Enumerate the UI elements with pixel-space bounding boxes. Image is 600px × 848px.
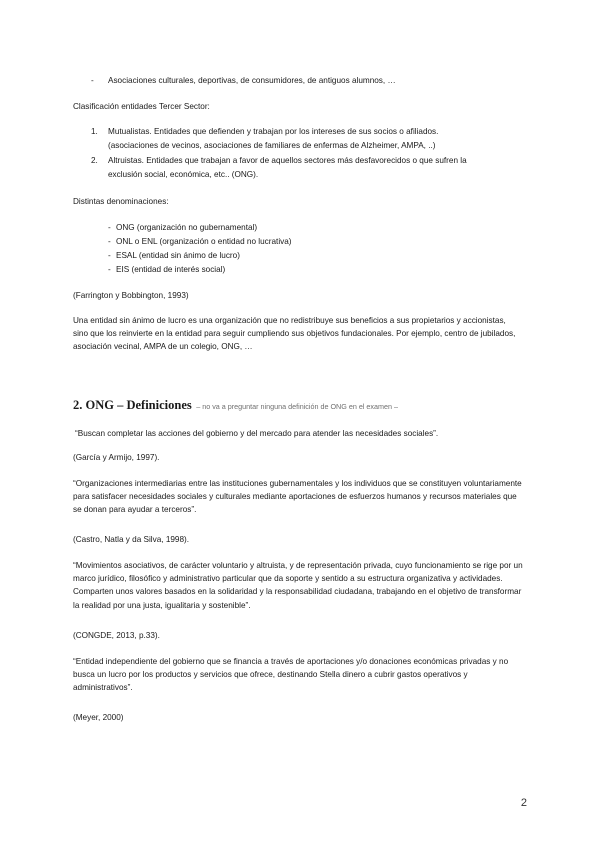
citation: (Meyer, 2000) <box>73 713 124 722</box>
quote: “Buscan completar las acciones del gobierno y del mercado para atender las necesidades sociales”. <box>75 429 439 438</box>
list-item: Asociaciones culturales, deportivas, de consumidores, de antiguos alumnos, … <box>108 76 396 85</box>
citation: (Castro, Natla y da Silva, 1998). <box>73 535 190 544</box>
bullet-dash: - <box>108 223 111 232</box>
bullet-dash: - <box>91 76 94 85</box>
section-title <box>73 396 398 414</box>
list-item: ONL o ENL (organización o entidad no lucrativa) <box>116 237 292 246</box>
list-item: EIS (entidad de interés social) <box>116 265 226 274</box>
list-item-continuation: (asociaciones de vecinos, asociaciones de familiares de enfermas de Alzheimer, AMPA, ..) <box>108 141 436 150</box>
bullet-dash: - <box>108 251 111 260</box>
page-number: 2 <box>520 797 527 809</box>
list-item: ESAL (entidad sin ánimo de lucro) <box>116 251 240 260</box>
bullet-dash: - <box>108 265 111 274</box>
section-note: – no va a preguntar ninguna definición de ONG en el examen – <box>196 402 398 411</box>
bullet-dash: - <box>108 237 111 246</box>
list-item: Altruistas. Entidades que trabajan a favor de aquellos sectores más desfavorecidos o que sufren la <box>108 156 467 165</box>
quote: “Entidad independiente del gobierno que se financia a través de aportaciones y/o donaciones económicas privadas y no busca un lucro por los productos y servicios que ofrece, destinando Stella dinero a cubrir gastos operativos y administrativos”. <box>73 657 509 693</box>
section-heading: Clasificación entidades Tercer Sector: <box>73 102 210 111</box>
list-item: Mutualistas. Entidades que defienden y trabajan por los intereses de sus socios o afiliados. <box>108 127 439 136</box>
section-title-text: 2. ONG – Definiciones <box>73 398 192 412</box>
citation: (Farrington y Bobbington, 1993) <box>73 291 189 300</box>
body-paragraph: Una entidad sin ánimo de lucro es una organización que no redistribuye sus beneficios a sus propietarios y accionistas, sino que los reinvierte en la entidad para seguir cumpliendo sus objetivos fundacionales. Por ejemplo, centro de jubilados, asociación vecinal, AMPA de un colegio, ONG, … <box>73 316 516 352</box>
list-item-continuation: exclusión social, económica, etc.. (ONG). <box>108 170 259 179</box>
list-item: ONG (organización no gubernamental) <box>116 223 258 232</box>
list-number: 2. <box>91 156 98 165</box>
citation: (CONGDE, 2013, p.33). <box>73 631 160 640</box>
citation: (García y Armijo, 1997). <box>73 453 160 462</box>
quote: “Movimientos asociativos, de carácter voluntario y altruista, y de representación privada, cuyo funcionamiento se rige por un marco jurídico, filosófico y administrativo particular que da soporte y sentido a su estructura organizativa y actividades. Comparten unos valores basados en la solidaridad y la responsabilidad ciudadana, trabajando en el objetivo de transformar la realidad por una justa, igualitaria y sostenible”. <box>73 561 523 610</box>
list-number: 1. <box>91 127 98 136</box>
section-heading: Distintas denominaciones: <box>73 197 169 206</box>
quote: “Organizaciones intermediarias entre las instituciones gubernamentales y los individuos que se constituyen voluntariamente para satisfacer necesidades sociales y culturales mediante aportaciones de esfuerzos humanos y recursos materiales que se donan para ayudar a terceros”. <box>73 479 522 515</box>
